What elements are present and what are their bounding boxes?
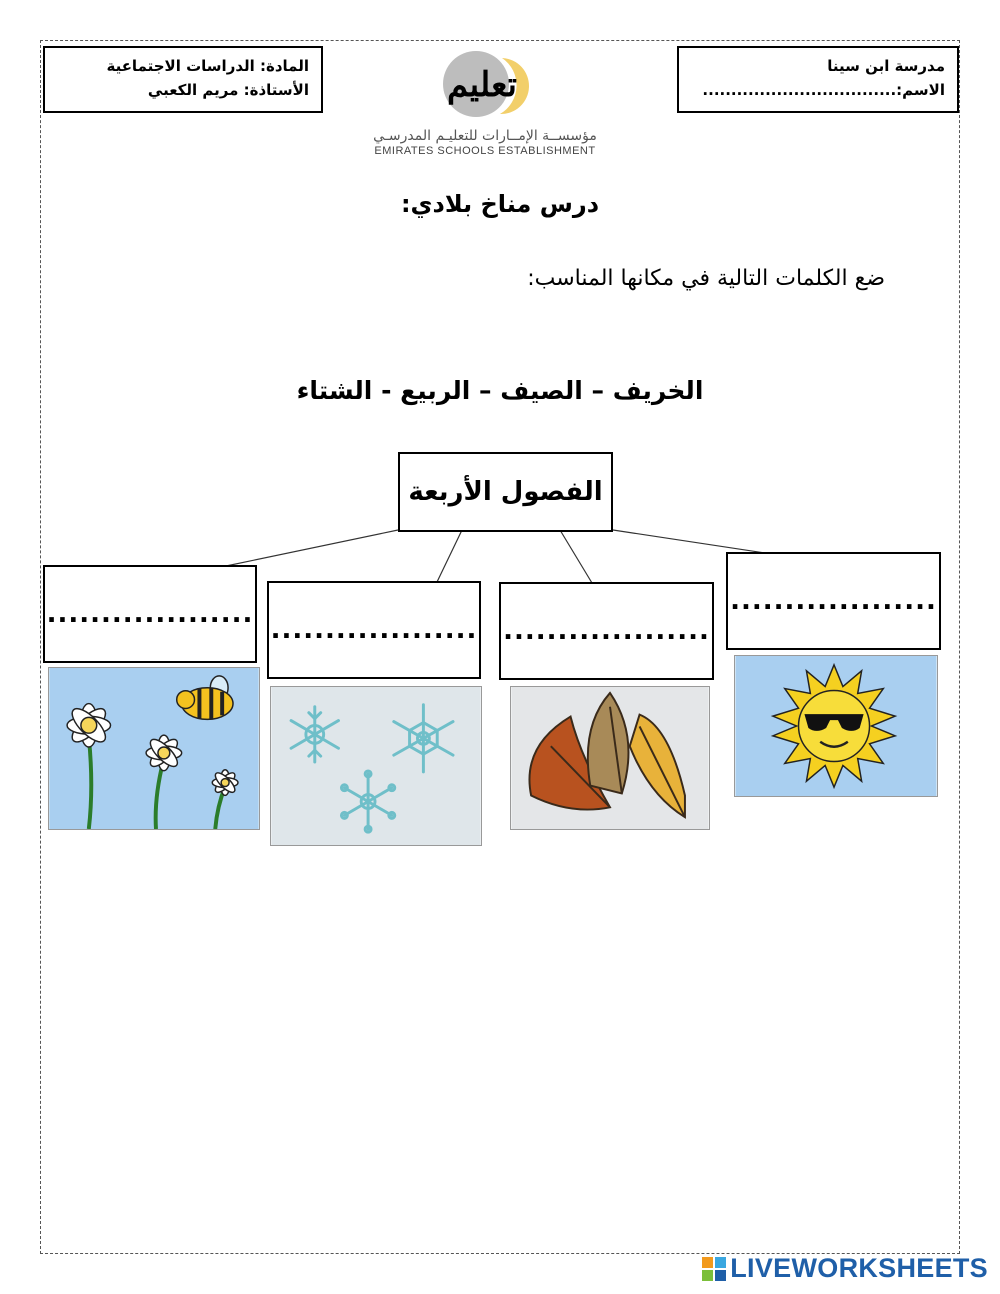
teacher-line: الأستاذة: مريم الكعبي (147, 81, 309, 99)
student-name-line: الاسم:.................................. (702, 81, 945, 99)
logo-arabic-name: مؤسســة الإمــارات للتعليـم المدرسـي (373, 128, 597, 144)
lesson-title: درس مناخ بلادي: (400, 190, 600, 218)
snowflakes-icon (271, 687, 481, 845)
four-seasons-box: الفصول الأربعة (398, 452, 613, 532)
instruction-text: ضع الكلمات التالية في مكانها المناسب: (527, 266, 885, 291)
school-line: مدرسة ابن سينا (827, 57, 945, 75)
connector-line (613, 530, 765, 553)
winter-snowflakes-image (270, 686, 482, 846)
liveworksheets-logo-icon (702, 1257, 726, 1281)
answer-box-spring[interactable]: ................... (43, 565, 257, 663)
liveworksheets-wordmark: LIVEWORKSHEETS (730, 1253, 988, 1283)
connector-line (226, 530, 398, 566)
liveworksheets-brand (702, 1253, 988, 1284)
answer-box-winter[interactable]: ................... (267, 581, 481, 679)
logo-mark-text: تعليم (446, 65, 518, 105)
answer-box-autumn[interactable]: ................... (499, 582, 714, 680)
spring-flowers-image (48, 667, 260, 830)
connector-line (437, 530, 462, 582)
connector-line (560, 530, 592, 583)
logo-english-name: EMIRATES SCHOOLS ESTABLISHMENT (374, 145, 596, 157)
summer-sun-image (734, 655, 938, 797)
autumn-leaves-image (510, 686, 710, 830)
sun-sunglasses-icon (735, 656, 937, 796)
autumn-leaves-icon (511, 687, 709, 829)
subject-line: المادة: الدراسات الاجتماعية (106, 57, 309, 75)
flowers-bee-icon (49, 668, 259, 829)
answer-box-summer[interactable]: ................... (726, 552, 941, 650)
word-bank: الخريف – الصيف – الربيع - الشتاء (296, 376, 704, 405)
